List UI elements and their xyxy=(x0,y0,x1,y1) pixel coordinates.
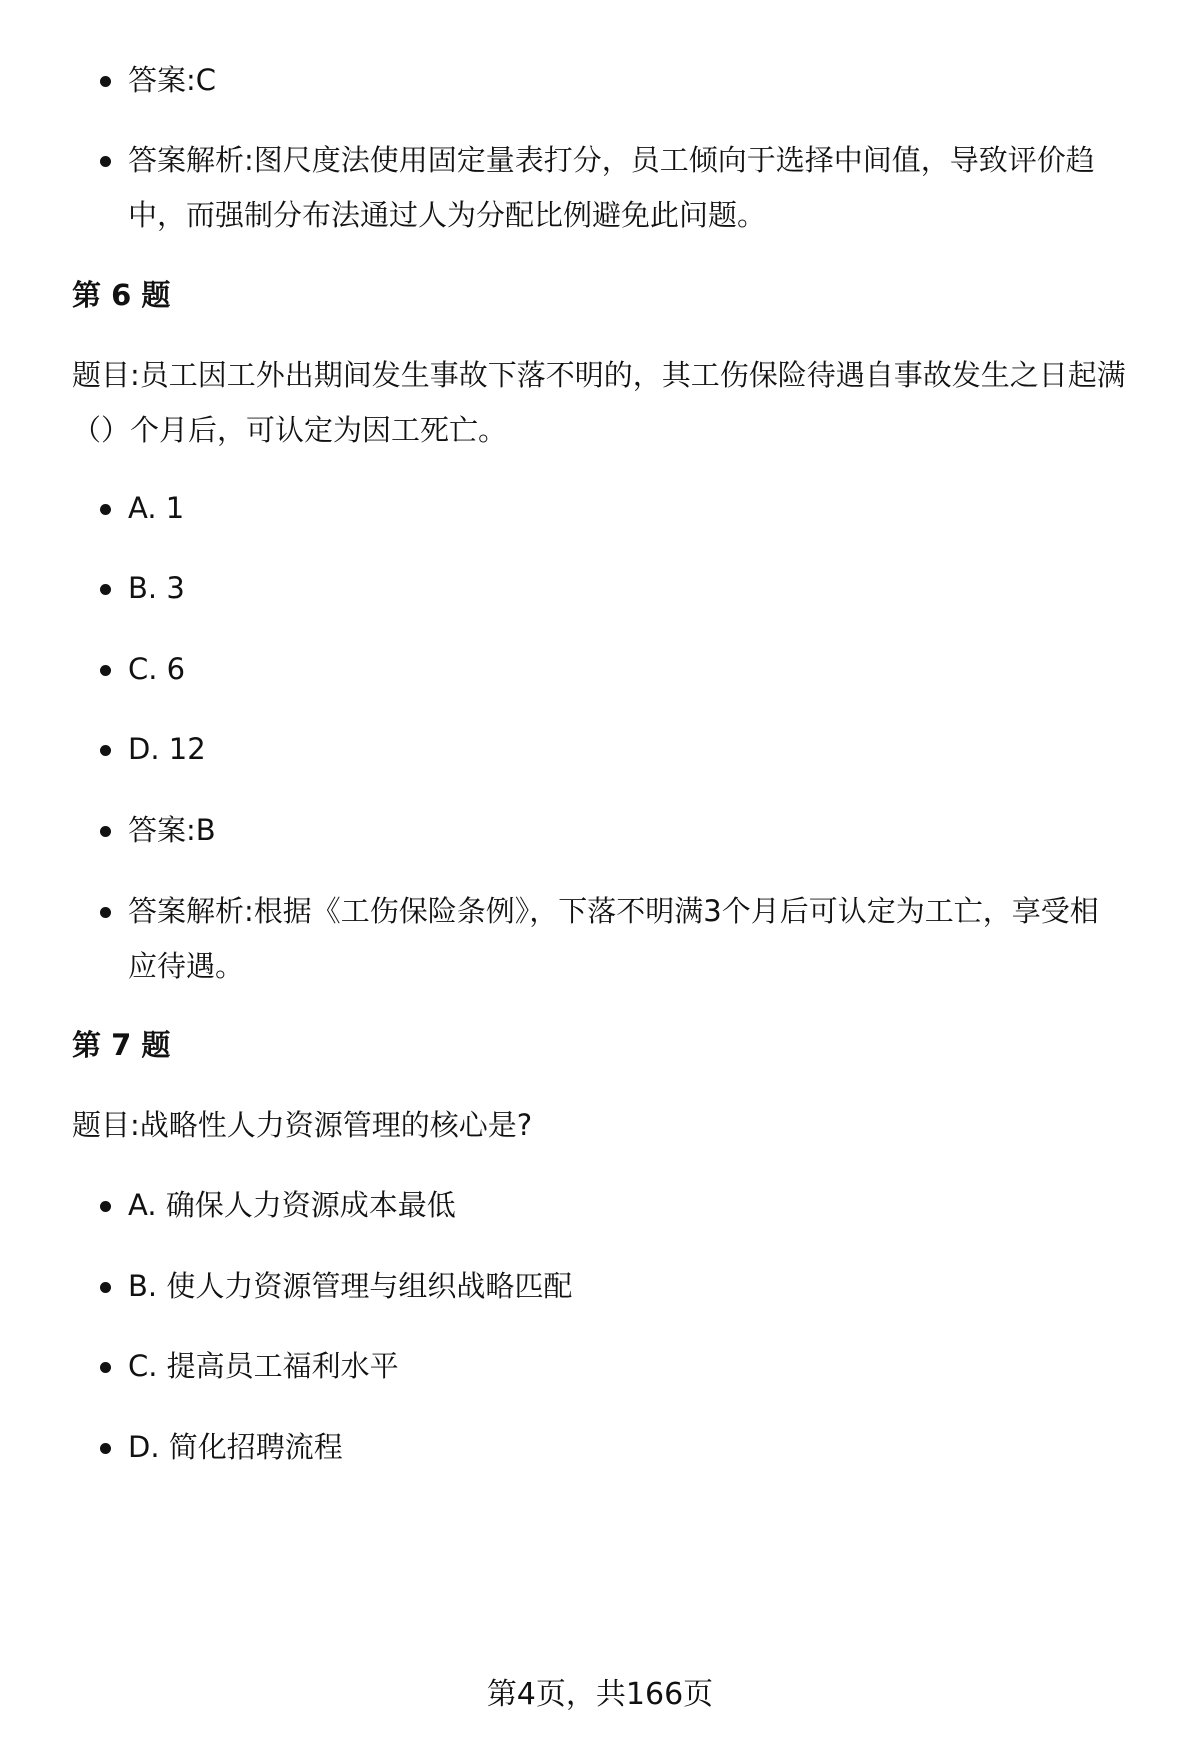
question-text-continuation: （）个月后，可认定为因工死亡。 xyxy=(72,413,508,447)
option-c: C. 提高员工福利水平 xyxy=(100,1336,1140,1396)
option-a: A. 确保人力资源成本最低 xyxy=(100,1175,1140,1235)
option-b: B. 使人力资源管理与组织战略匹配 xyxy=(100,1256,1140,1316)
option-b: B. 3 xyxy=(100,558,1140,618)
option-c: C. 6 xyxy=(100,639,1140,699)
option-d: D. 简化招聘流程 xyxy=(100,1417,1140,1477)
answer-line: 答案:C xyxy=(100,50,1140,110)
page-number: 第4页，共166页 xyxy=(486,1677,714,1712)
option-a: A. 1 xyxy=(100,478,1140,538)
question-heading: 第 6 题 xyxy=(72,278,171,312)
explanation-continuation: 中，而强制分布法通过人为分配比例避免此问题。 xyxy=(128,198,767,232)
question-heading: 第 7 题 xyxy=(72,1028,171,1062)
explanation-continuation: 应待遇。 xyxy=(128,949,245,983)
option-d: D. 12 xyxy=(100,719,1140,779)
explanation-line: 答案解析:根据《工伤保险条例》，下落不明满3个月后可认定为工亡，享受相 xyxy=(100,881,1140,941)
question-text: 题目:员工因工外出期间发生事故下落不明的，其工伤保险待遇自事故发生之日起满 xyxy=(72,358,1126,392)
answer-line: 答案:B xyxy=(100,800,1140,860)
question-text: 题目:战略性人力资源管理的核心是? xyxy=(72,1108,533,1142)
explanation-line: 答案解析:图尺度法使用固定量表打分，员工倾向于选择中间值，导致评价趋 xyxy=(100,130,1140,190)
